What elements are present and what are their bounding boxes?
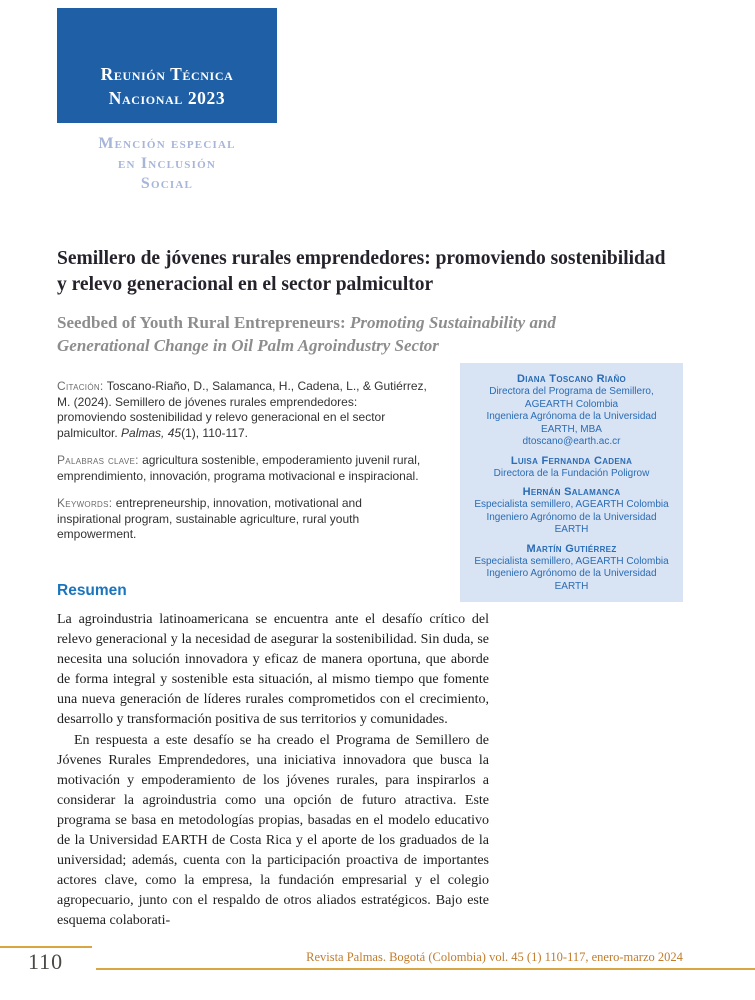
abstract-body (57, 610, 489, 931)
keywords-en-text: entrepreneurship, innovation, motivational and inspirational program, sustainable agriculture, rural youth empowerment. (57, 496, 362, 541)
event-banner-line2: Nacional 2023 (108, 88, 226, 108)
abstract-paragraph: En respuesta a este desafío se ha creado el Programa de Semillero de Jóvenes Rurales Emprendedores, una iniciativa innovadora que busca la motivación y empoderamiento de los jóvenes rurales, para inspirarlos a considerar la agroindustria como una opción de futuro atractiva. Este programa se basa en metodologías propias, basadas en el modelo educativo de la Universidad EARTH de Costa Rica y el aporte de los graduados de la universidad; además, cuenta con la participación proactiva de importantes actores clave, como la empresa, la fundación empresarial y el colegio agropecuario, junto con el respaldo de otros aliados estratégicos. Bajo este esquema colaborati- (57, 733, 489, 928)
authors-panel (460, 363, 683, 602)
keywords-es-label: Palabras clave: (57, 453, 139, 467)
citation-text: Toscano-Riaño, D., Salamanca, H., Cadena, L., & Gutiérrez, M. (2024). Semillero de jóvenes rurales emprendedores: promoviendo sostenibilidad y relevo generacional en el sector palmicultor. (57, 379, 427, 440)
event-banner-line1: Reunión Técnica (100, 64, 234, 84)
mention-line3: Social (140, 175, 194, 192)
author-name: Martín Gutiérrez (526, 542, 617, 555)
author-role-line: Ingeniero Agrónomo de la Universidad (486, 511, 657, 523)
article-title-es: Semillero de jóvenes rurales emprendedores: promoviendo sostenibilidad y relevo generacional en el sector palmicultor (57, 248, 666, 295)
keywords-en-label: Keywords: (57, 496, 113, 510)
author-role-line: Directora de la Fundación Poligrow (493, 467, 650, 479)
citation-label: Citación: (57, 379, 104, 393)
meta-authors-row (57, 363, 755, 602)
keywords-en-block (57, 496, 429, 543)
author-role-line: Ingeniera Agrónoma de la Universidad (486, 411, 657, 422)
citation-block (57, 379, 429, 441)
author-role-line: EARTH (554, 524, 589, 535)
author-block (468, 454, 675, 481)
author-role-line: EARTH, MBA (541, 423, 602, 435)
article-title-en-plain: Seedbed of Youth Rural Entrepreneurs: (57, 313, 346, 332)
author-role-line: Directora del Programa de Semillero, (489, 386, 654, 397)
resumen-heading: Resumen (57, 581, 127, 599)
article-title-en (57, 311, 597, 357)
mention-line1: Mención especial (98, 135, 236, 152)
mention-badge (57, 134, 277, 194)
author-role-line: EARTH (554, 580, 589, 592)
page-footer (0, 938, 755, 1000)
author-name: Luisa Fernanda Cadena (510, 454, 633, 467)
author-block (468, 542, 675, 594)
author-role-line: Ingeniero Agrónomo de la Universidad (486, 568, 657, 579)
article-title-en-italic: Promoting Sustainability and Generational Change in Oil Palm Agroindustry Sector (57, 313, 556, 355)
citation-pages: (1), 110-117. (181, 425, 249, 440)
mention-line2: en Inclusión (118, 155, 216, 172)
footer-rule-long (96, 968, 755, 970)
keywords-es-text: agricultura sostenible, empoderamiento juvenil rural, emprendimiento, innovación, programa motivacional e inspiracional. (57, 453, 421, 483)
journal-footer-line: Revista Palmas. Bogotá (Colombia) vol. 45 (1) 110-117, enero-marzo 2024 (306, 950, 683, 964)
citation-source: Palmas, 45 (121, 425, 182, 440)
meta-column (57, 363, 447, 598)
author-role-line: Especialista semillero, AGEARTH Colombia (474, 555, 669, 567)
author-name: Hernán Salamanca (522, 486, 621, 498)
page-number: 110 (28, 949, 64, 974)
author-role-line: AGEARTH Colombia (524, 398, 619, 410)
abstract-paragraph: La agroindustria latinoamericana se encuentra ante el desafío crítico del relevo generacional y la necesidad de asegurar la sostenibilidad. Sin duda, se necesita una solución innovadora y eficaz de manera oportuna, que aborde de forma integral y sostenible esta situación, al mismo tiempo que fomente una nueva generación de líderes rurales comprometidos con el crecimiento, desarrollo y transformación positiva de sus territorios y comunidades. (57, 612, 489, 727)
footer-rule-left (0, 946, 92, 948)
author-role-line: Especialista semillero, AGEARTH Colombia (474, 499, 669, 510)
author-block (468, 372, 675, 449)
author-name: Diana Toscano Riaño (516, 373, 627, 385)
author-email-link[interactable]: dtoscano@earth.ac.cr (522, 436, 621, 447)
author-block (468, 485, 675, 537)
keywords-es-block (57, 453, 429, 484)
event-banner (57, 8, 277, 123)
